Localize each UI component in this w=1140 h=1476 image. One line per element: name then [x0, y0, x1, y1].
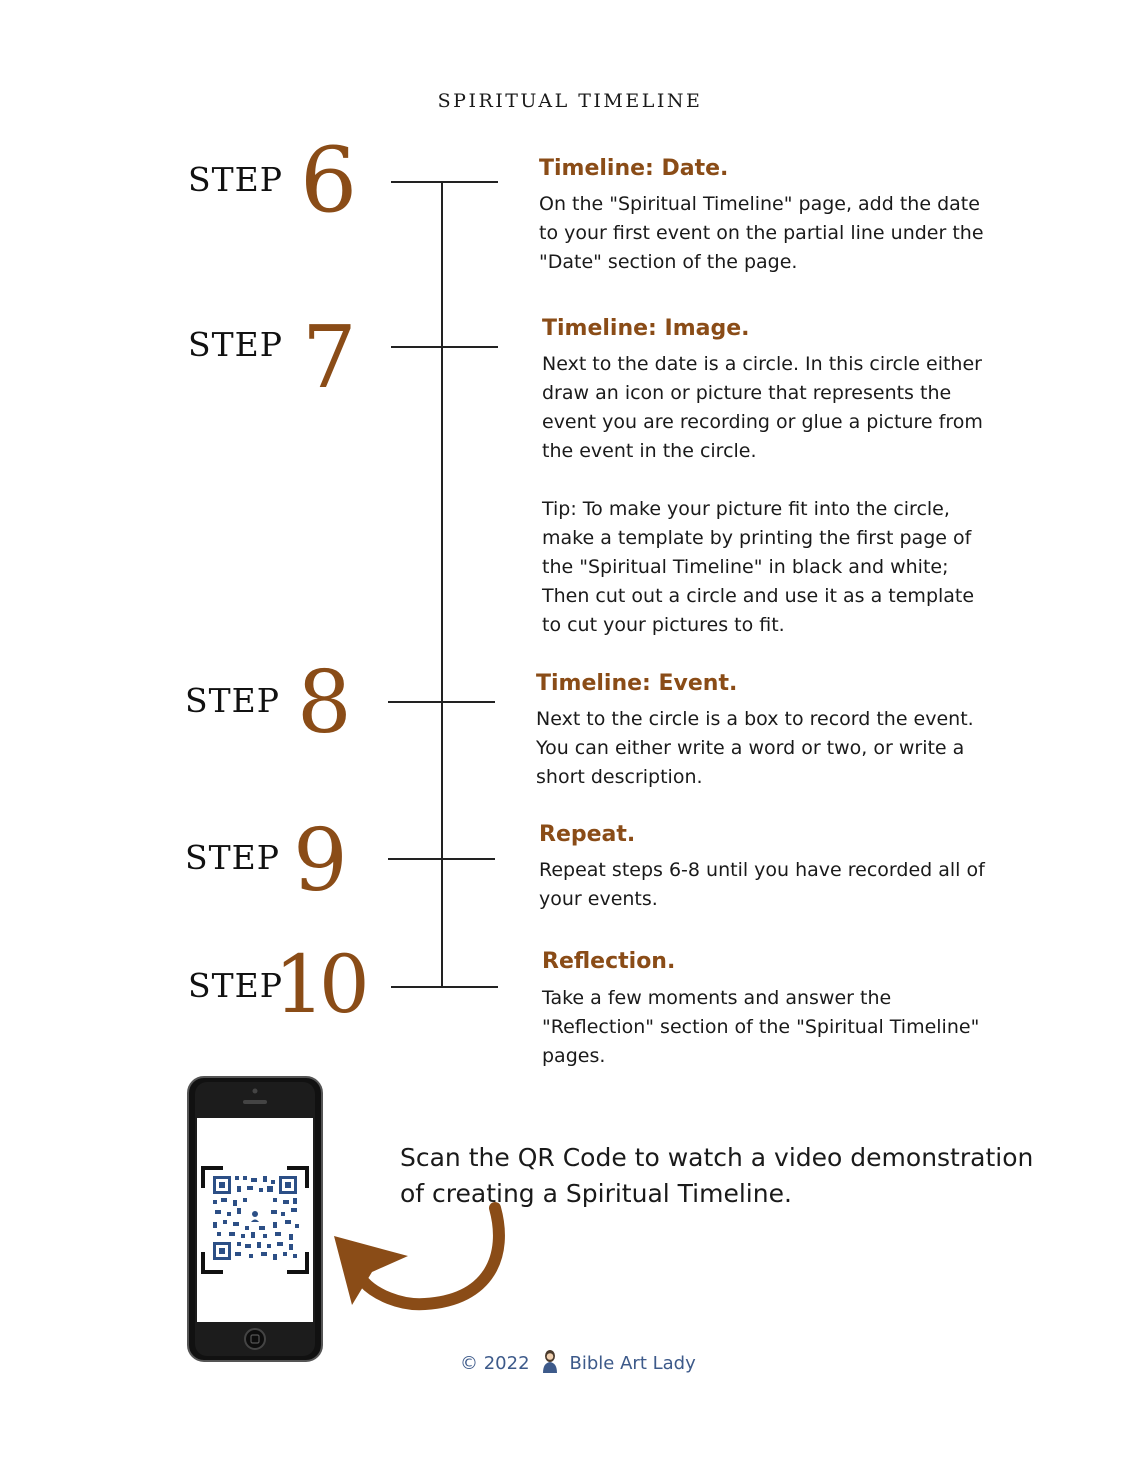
step-description	[539, 856, 999, 914]
curved-arrow-icon	[330, 1200, 505, 1319]
step-paragraph: Repeat steps 6-8 until you have recorded all of your events.	[539, 859, 985, 910]
step-heading: Timeline: Image.	[542, 316, 750, 341]
smartphone-qr-icon	[187, 1076, 323, 1366]
step-label: STEP	[188, 325, 283, 364]
step-label: STEP	[188, 966, 283, 1005]
step-paragraph: Next to the date is a circle. In this circle either draw an icon or picture that represents the event you are recording or glue a picture from the event in the circle.	[542, 353, 983, 462]
step-number: 10	[274, 938, 364, 1031]
brand-name: Bible Art Lady	[569, 1353, 696, 1374]
step-description	[539, 190, 999, 277]
copyright-text: © 2022	[460, 1353, 530, 1374]
bible-art-lady-logo-icon	[540, 1348, 560, 1379]
step-label: STEP	[188, 160, 283, 199]
step-paragraph: On the "Spiritual Timeline" page, add the date to your first event on the partial line under the "Date" section of the page.	[539, 193, 984, 273]
step-label: STEP	[185, 681, 280, 720]
step-heading: Repeat.	[539, 822, 636, 847]
step-paragraph: Take a few moments and answer the "Reflection" section of the "Spiritual Timeline" pages.	[542, 987, 980, 1067]
timeline-tick	[388, 858, 495, 860]
footer	[460, 1348, 696, 1379]
step-number: 8	[297, 653, 352, 753]
timeline-tick	[391, 346, 498, 348]
timeline-tick	[391, 986, 498, 988]
timeline-tick	[388, 701, 495, 703]
step-paragraph: Next to the circle is a box to record the event. You can either write a word or two, or write a short description.	[536, 708, 974, 788]
step-number: 9	[293, 811, 348, 911]
step-label: STEP	[185, 838, 280, 877]
step-tip-paragraph: Tip: To make your picture fit into the circle, make a template by printing the first page of the "Spiritual Timeline" in black and white; Then cut out a circle and use it as a template to cut your pictures to fit.	[542, 498, 975, 636]
page-title: SPIRITUAL TIMELINE	[437, 90, 703, 112]
step-heading: Reflection.	[542, 949, 676, 974]
step-description	[536, 705, 1001, 792]
timeline-vertical-line	[441, 182, 443, 988]
step-number: 6	[300, 128, 358, 233]
step-heading: Timeline: Event.	[536, 671, 738, 696]
timeline-tick	[391, 181, 498, 183]
step-description	[542, 984, 997, 1071]
step-number: 7	[302, 308, 357, 408]
step-description	[542, 350, 997, 640]
step-heading: Timeline: Date.	[539, 156, 729, 181]
qr-instructions-text: Scan the QR Code to watch a video demonstration of creating a Spiritual Timeline.	[400, 1143, 1034, 1208]
